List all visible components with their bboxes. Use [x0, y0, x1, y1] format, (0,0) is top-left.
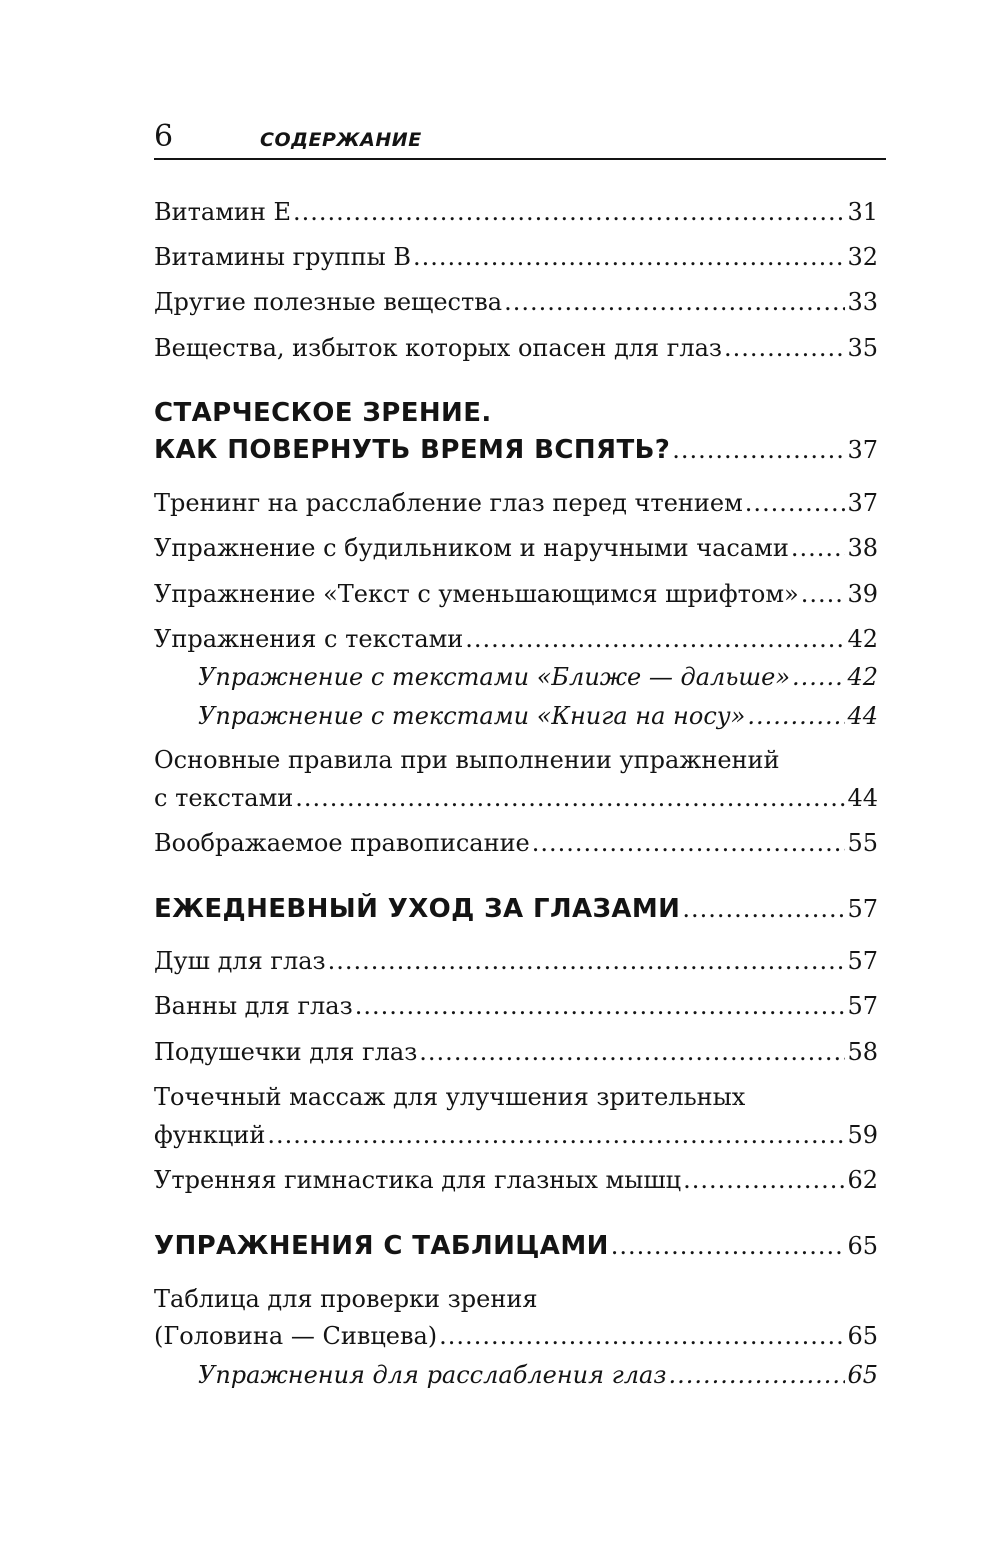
toc-entry-title: Другие полезные вещества — [154, 288, 503, 316]
dot-leader — [439, 1320, 845, 1352]
running-header — [154, 118, 886, 162]
toc-entry-page: 65 — [847, 1322, 878, 1350]
toc-entry[interactable] — [154, 1036, 878, 1068]
toc-entry[interactable] — [154, 623, 878, 655]
toc-entry-page: 57 — [847, 947, 878, 975]
toc-entry[interactable] — [154, 945, 878, 977]
toc-entry-line[interactable]: Основные правила при выполнении упражнений — [154, 746, 780, 774]
toc-entry-page: 32 — [847, 243, 878, 271]
toc-subentry-page: 65 — [847, 1361, 878, 1389]
toc-entry-title: Витамины группы В — [154, 243, 412, 271]
toc-entry[interactable] — [154, 827, 878, 859]
chapter-page: 57 — [847, 895, 878, 923]
dot-leader — [293, 196, 845, 228]
toc-entry-title: Душ для глаз — [154, 947, 326, 975]
toc-entry-title: с текстами — [154, 784, 294, 812]
dot-leader — [791, 532, 846, 564]
toc-entry-title: Тренинг на расслабление глаз перед чтением — [154, 489, 743, 517]
dot-leader — [532, 827, 846, 859]
dot-leader — [419, 1036, 845, 1068]
toc-entry[interactable] — [154, 1320, 878, 1352]
toc-entry[interactable] — [154, 532, 878, 564]
toc-entry-line[interactable]: Таблица для проверки зрения — [154, 1285, 538, 1313]
toc-entry-page: 62 — [847, 1166, 878, 1194]
toc-entry-title: Подушечки для глаз — [154, 1038, 418, 1066]
toc-entry-title: Воображаемое правописание — [154, 829, 530, 857]
toc-entry[interactable] — [154, 241, 878, 273]
chapter-title: КАК ПОВЕРНУТЬ ВРЕМЯ ВСПЯТЬ? — [154, 435, 671, 465]
header-rule — [154, 158, 886, 160]
chapter-entry[interactable] — [154, 1230, 878, 1262]
page-number: 6 — [154, 119, 174, 154]
dot-leader — [355, 990, 846, 1022]
chapter-title: УПРАЖНЕНИЯ С ТАБЛИЦАМИ — [154, 1231, 609, 1261]
toc-entry-title: Упражнение с будильником и наручными часами — [154, 534, 789, 562]
chapter-entry[interactable] — [154, 893, 878, 925]
dot-leader — [504, 286, 845, 318]
toc-entry-title: Упражнения с текстами — [154, 625, 464, 653]
toc-entry-page: 39 — [847, 580, 878, 608]
toc-entry-page: 33 — [847, 288, 878, 316]
dot-leader — [801, 578, 846, 610]
dot-leader — [724, 332, 845, 364]
toc-entry[interactable] — [154, 286, 878, 318]
toc-subentry-page: 44 — [847, 702, 878, 730]
chapter-entry[interactable] — [154, 434, 878, 466]
toc-entry-title: Ванны для глаз — [154, 992, 353, 1020]
toc-entry[interactable] — [154, 990, 878, 1022]
toc-entry[interactable] — [154, 332, 878, 364]
toc-subentry[interactable] — [198, 700, 878, 732]
dot-leader — [465, 623, 845, 655]
toc-entry[interactable] — [154, 578, 878, 610]
toc-entry-title: функций — [154, 1121, 266, 1149]
dot-leader — [672, 434, 845, 466]
dot-leader — [611, 1230, 846, 1262]
toc-entry[interactable] — [154, 782, 878, 814]
dot-leader — [668, 1359, 845, 1391]
toc-entry-line[interactable]: Точечный массаж для улучшения зрительных — [154, 1083, 746, 1111]
running-title: СОДЕРЖАНИЕ — [260, 129, 422, 151]
toc-entry[interactable] — [154, 487, 878, 519]
toc-entry-title: Утренняя гимнастика для глазных мышц — [154, 1166, 682, 1194]
dot-leader — [682, 893, 845, 925]
chapter-page: 65 — [847, 1232, 878, 1260]
dot-leader — [295, 782, 845, 814]
toc-entry-title: Витамин Е — [154, 198, 292, 226]
dot-leader — [747, 700, 845, 732]
chapter-heading-line[interactable]: СТАРЧЕСКОЕ ЗРЕНИЕ. — [154, 398, 492, 428]
toc-subentry[interactable] — [198, 661, 878, 693]
dot-leader — [683, 1164, 845, 1196]
toc-entry-page: 38 — [847, 534, 878, 562]
toc-entry-page: 42 — [847, 625, 878, 653]
toc-subentry-title: Упражнение с текстами «Книга на носу» — [198, 702, 746, 730]
chapter-page: 37 — [847, 436, 878, 464]
toc-subentry-page: 42 — [847, 663, 878, 691]
toc-entry-page: 55 — [847, 829, 878, 857]
toc-subentry[interactable] — [198, 1359, 878, 1391]
toc-entry-page: 58 — [847, 1038, 878, 1066]
toc-entry[interactable] — [154, 196, 878, 228]
toc-entry[interactable] — [154, 1119, 878, 1151]
toc-entry[interactable] — [154, 1164, 878, 1196]
dot-leader — [745, 487, 846, 519]
dot-leader — [413, 241, 845, 273]
toc-entry-page: 31 — [847, 198, 878, 226]
toc-entry-page: 44 — [847, 784, 878, 812]
toc-entry-title: Упражнение «Текст с уменьшающимся шрифтом» — [154, 580, 799, 608]
toc-entry-title: (Головина — Сивцева) — [154, 1322, 438, 1350]
toc-subentry-title: Упражнение с текстами «Ближе — дальше» — [198, 663, 791, 691]
toc-subentry-title: Упражнения для расслабления глаз — [198, 1361, 667, 1389]
chapter-title: ЕЖЕДНЕВНЫЙ УХОД ЗА ГЛАЗАМИ — [154, 894, 681, 924]
dot-leader — [328, 945, 846, 977]
toc-entry-title: Вещества, избыток которых опасен для глаз — [154, 334, 722, 362]
dot-leader — [792, 661, 845, 693]
toc-entry-page: 35 — [847, 334, 878, 362]
toc-entry-page: 59 — [847, 1121, 878, 1149]
toc-entry-page: 37 — [847, 489, 878, 517]
toc-entry-page: 57 — [847, 992, 878, 1020]
dot-leader — [267, 1119, 845, 1151]
